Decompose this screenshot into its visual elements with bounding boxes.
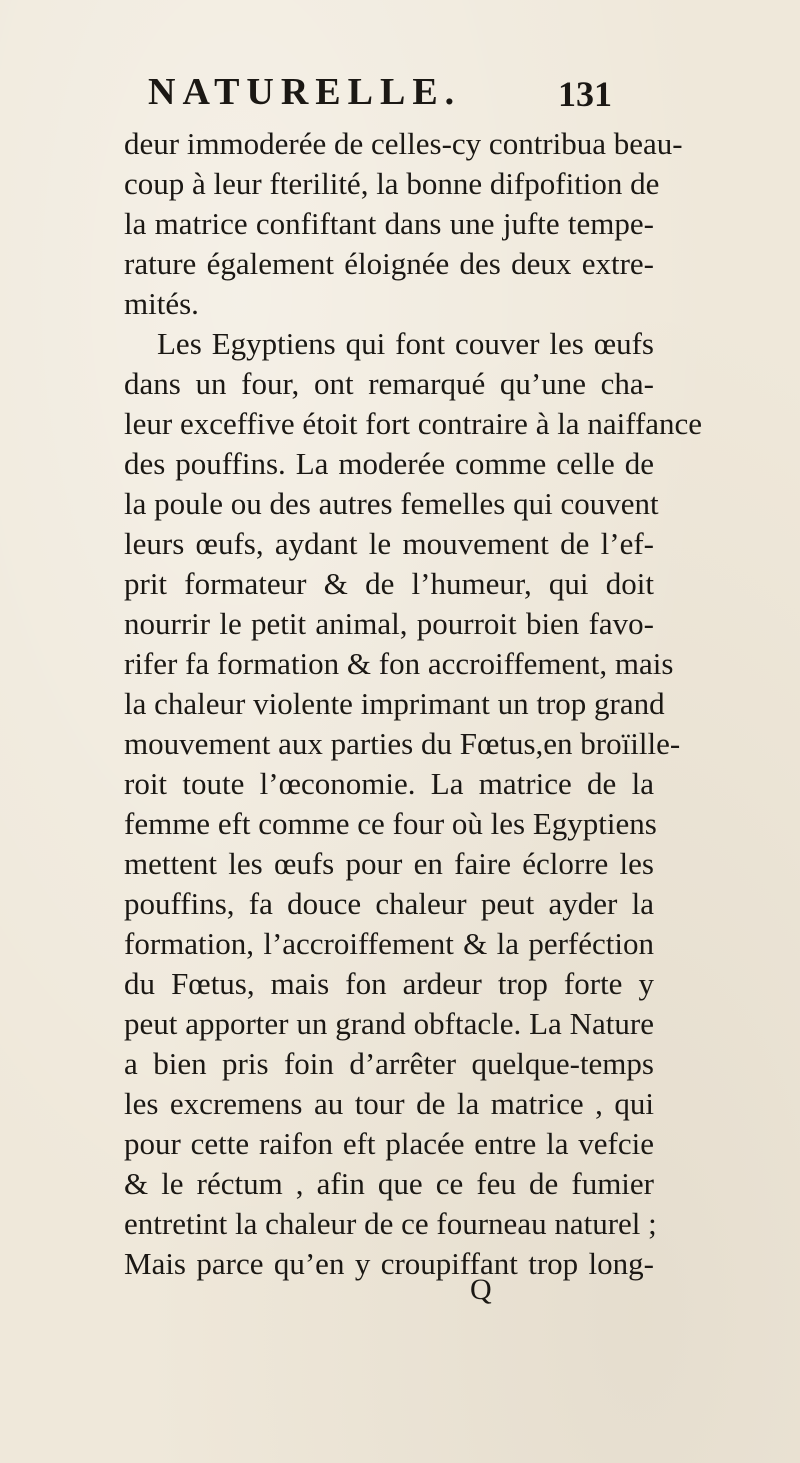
text-line: du Fœtus, mais fon ardeur trop forte y bbox=[124, 966, 654, 1001]
text-line: prit formateur & de l’humeur, qui doit bbox=[124, 566, 654, 601]
text-line: formation, l’accroiffement & la perféction bbox=[124, 926, 654, 961]
running-title: NATURELLE. bbox=[148, 71, 462, 113]
text-line: leur exceffive étoit fort contraire à la naiffance bbox=[124, 406, 703, 441]
text-line: deur immoderée de celles-cy contribua beau- bbox=[124, 126, 683, 161]
text-line: dans un four, ont remarqué qu’une cha- bbox=[124, 366, 654, 401]
text-line: femme eft comme ce four où les Egyptiens bbox=[124, 806, 657, 841]
text-line: mettent les œufs pour en faire éclorre les bbox=[124, 846, 654, 881]
text-line: leurs œufs, aydant le mouvement de l’ef- bbox=[124, 526, 654, 561]
text-line: a bien pris foin d’arrêter quelque-temps bbox=[124, 1046, 654, 1081]
text-line: nourrir le petit animal, pourroit bien favo- bbox=[124, 606, 654, 641]
text-line: entretint la chaleur de ce fourneau naturel ; bbox=[124, 1206, 657, 1241]
text-line: pouffins, fa douce chaleur peut ayder la bbox=[124, 886, 654, 921]
text-line: la poule ou des autres femelles qui couvent bbox=[124, 486, 659, 521]
text-line: & le réctum , afin que ce feu de fumier bbox=[124, 1166, 654, 1201]
text-line: mités. bbox=[124, 286, 199, 321]
text-line: rifer fa formation & fon accroiffement, mais bbox=[124, 646, 674, 681]
text-line: rature également éloignée des deux extre- bbox=[124, 246, 654, 281]
text-line: Mais parce qu’en y croupiffant trop long- bbox=[124, 1246, 654, 1281]
text-line: Les Egyptiens qui font couver les œufs bbox=[157, 326, 654, 361]
text-line: coup à leur fterilité, la bonne difpofition de bbox=[124, 166, 660, 201]
text-line: les excremens au tour de la matrice , qui bbox=[124, 1086, 654, 1121]
catchword: Q bbox=[470, 1273, 492, 1306]
text-line: mouvement aux parties du Fœtus,en broïille- bbox=[124, 726, 681, 761]
page-header bbox=[148, 70, 648, 120]
text-line: pour cette raifon eft placée entre la vefcie bbox=[124, 1126, 654, 1161]
text-line: la chaleur violente imprimant un trop grand bbox=[124, 686, 665, 721]
text-line: roit toute l’œconomie. La matrice de la bbox=[124, 766, 654, 801]
page-number: 131 bbox=[558, 74, 612, 114]
text-line: peut apporter un grand obftacle. La Nature bbox=[124, 1006, 654, 1041]
text-line: des pouffins. La moderée comme celle de bbox=[124, 446, 654, 481]
text-line: la matrice confiftant dans une jufte tempe- bbox=[124, 206, 654, 241]
